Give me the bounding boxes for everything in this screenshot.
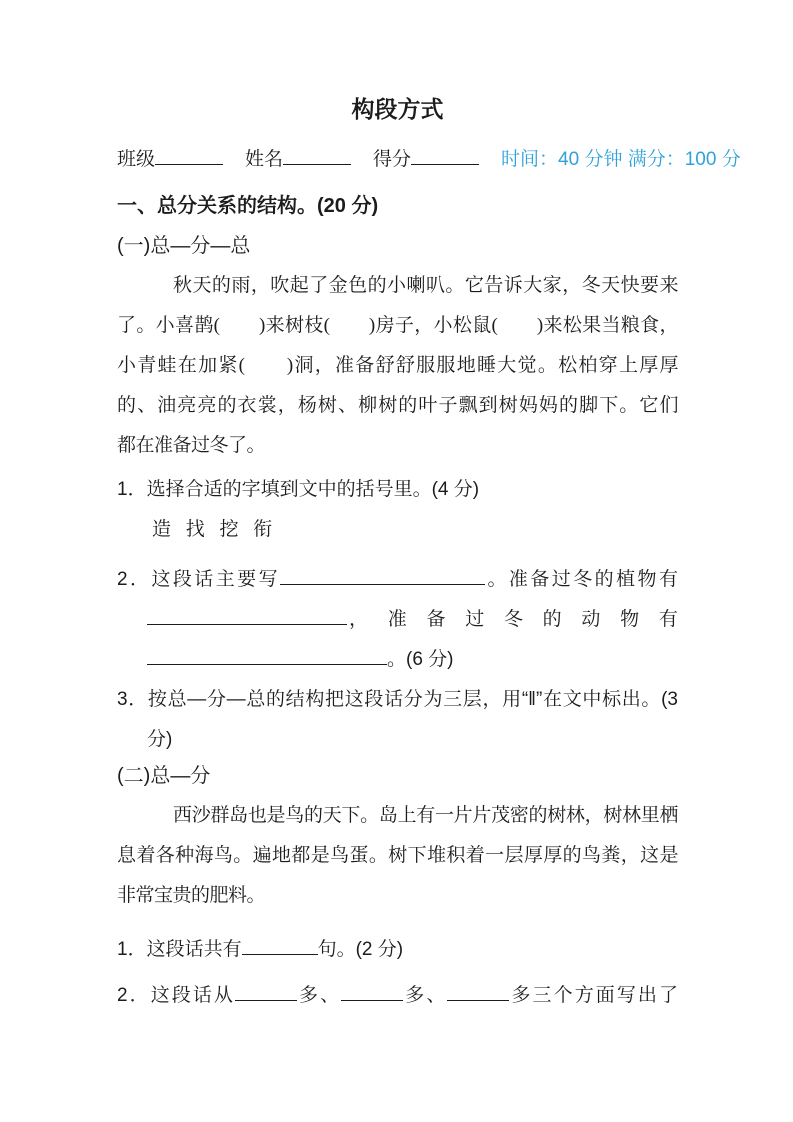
page-title: 构段方式 [351,96,444,122]
p2q2-text-mid2: 多、 [403,985,448,1006]
name-field [245,148,351,172]
answer-blank-line [447,1000,509,1001]
time-score-info: 时间：40 分钟 满分：100 分 [501,149,741,170]
passage-2-line-2: 息着各种海鸟。遍地都是鸟蛋。树下堆积着一层厚厚的鸟粪，这是 [117,845,678,866]
q2-text-after: 。准备过冬的植物有 [485,569,678,590]
q2-text-before: 2．这段话主要写 [117,569,281,590]
p2q1-text-before: 1．这段话共有 [117,939,242,960]
score-blank-line [411,164,479,165]
part1-question-2-line-2 [117,600,678,640]
class-field [117,148,223,172]
answer-blank-line [147,624,347,625]
class-blank-line [155,164,223,165]
passage-2 [117,796,678,916]
q2-score-text: 。(6 分) [387,649,454,670]
part1-question-3-line-1: 3．按总—分—总的结构把这段话分为三层，用“‖”在文中标出。(3 [117,689,678,710]
part2-question-2 [117,976,678,1016]
passage-1-line-1: 秋天的雨，吹起了金色的小喇叭。它告诉大家，冬天快要来 [173,275,678,296]
answer-blank-line [242,954,318,955]
answer-blank-line [235,1000,297,1001]
section-1-heading: 一、总分关系的结构。(20 分) [117,195,379,217]
name-label: 姓名 [245,149,284,170]
passage-2-line-1: 西沙群岛也是鸟的天下。岛上有一片片茂密的树林，树林里栖 [173,805,678,826]
passage-1-line-5: 都在准备过冬了。 [117,435,266,456]
score-label: 得分 [373,149,412,170]
p2q1-text-after: 句。(2 分) [317,939,404,960]
part-1-heading: (一)总—分—总 [117,235,251,257]
part1-question-1: 1．选择合适的字填到文中的括号里。(4 分) [117,479,480,500]
p2q2-text-mid1: 多、 [296,985,342,1006]
passage-1-line-3: 小青蛙在加紧( )洞，准备舒舒服服地睡大觉。松柏穿上厚厚 [117,355,678,376]
passage-1-line-2: 了。小喜鹊( )来树枝( )房子，小松鼠( )来松果当粮食， [117,315,678,336]
answer-blank-line [341,1000,403,1001]
part1-question-2-line-3 [117,640,678,680]
student-info-row [117,148,741,172]
class-label: 班级 [117,149,156,170]
part1-question-2-line-1 [117,560,678,600]
passage-1-line-4: 的、油亮亮的衣裳，杨树、柳树的叶子飘到树妈妈的脚下。它们 [117,395,678,416]
passage-2-line-3: 非常宝贵的肥料。 [117,885,266,906]
part1-question-1-options: 造 找 挖 衔 [152,519,273,540]
answer-blank-line [280,584,485,585]
q2-text-justified: ， 准 备 过 冬 的 动 物 有 [349,609,678,630]
part1-question-3-line-2: 分) [147,729,173,750]
passage-1 [117,266,678,466]
part-2-heading: (二)总—分 [117,765,211,787]
name-blank-line [283,164,351,165]
score-field [373,148,479,172]
part2-question-1 [117,930,678,970]
answer-blank-line [147,664,387,665]
p2q2-text-after: 多三个方面写出了 [509,985,678,1006]
p2q2-text-before: 2．这段话从 [117,985,235,1006]
